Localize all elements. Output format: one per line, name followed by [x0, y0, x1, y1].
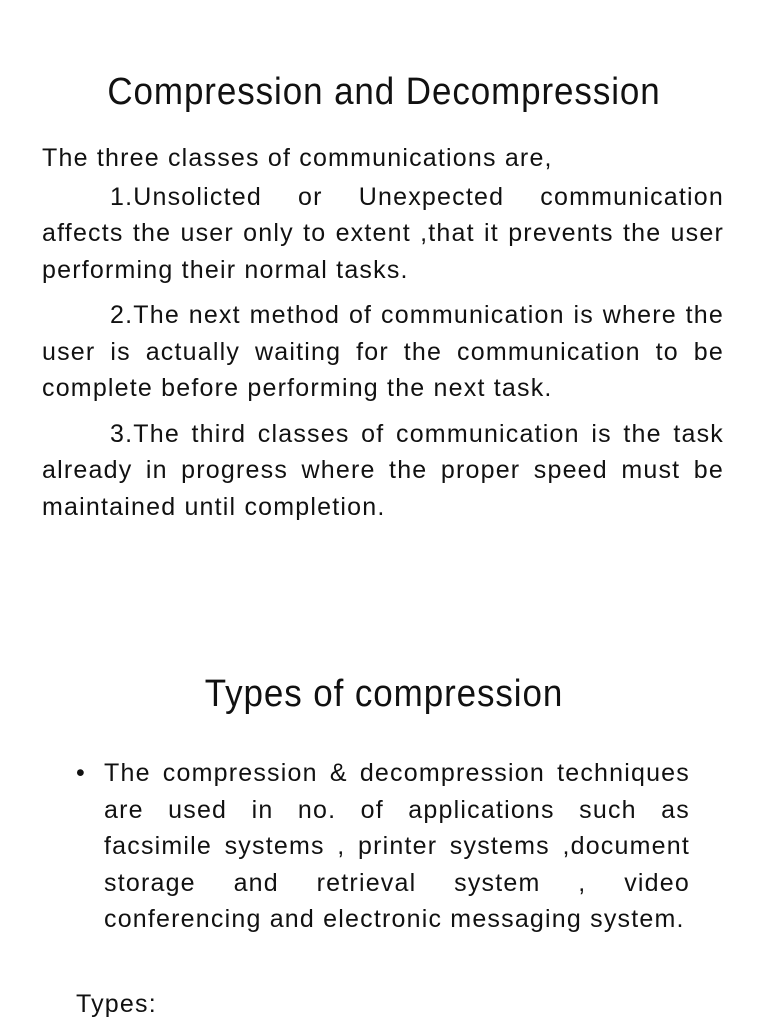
bullet-text: The compression & decompression techniques are used in no. of applications such as facsimile systems , printer systems ,document storage and retrieval system , video conferencing and electronic messaging system.: [104, 759, 690, 933]
list-item: [76, 755, 690, 938]
slide-title-compression-decompression: Compression and Decompression: [107, 71, 661, 113]
bullet-icon: •: [76, 759, 86, 787]
paragraph-in-progress: 3.The third classes of communication is the task already in progress where the proper speed must be maintained until completion.: [42, 419, 724, 521]
paragraph-unsolicited: 1.Unsolicted or Unexpected communication affects the user only to extent ,that it prevents the user performing their normal tasks.: [42, 182, 724, 284]
paragraph-waiting: 2.The next method of communication is where the user is actually waiting for the communication to be complete before performing the next task.: [42, 301, 724, 402]
types-label: Types:: [76, 990, 157, 1018]
bullet-list: [76, 755, 690, 938]
slide-body: [42, 140, 724, 525]
slide-title-types-of-compression: Types of compression: [204, 673, 564, 715]
intro-text: The three classes of communications are,: [42, 144, 553, 172]
